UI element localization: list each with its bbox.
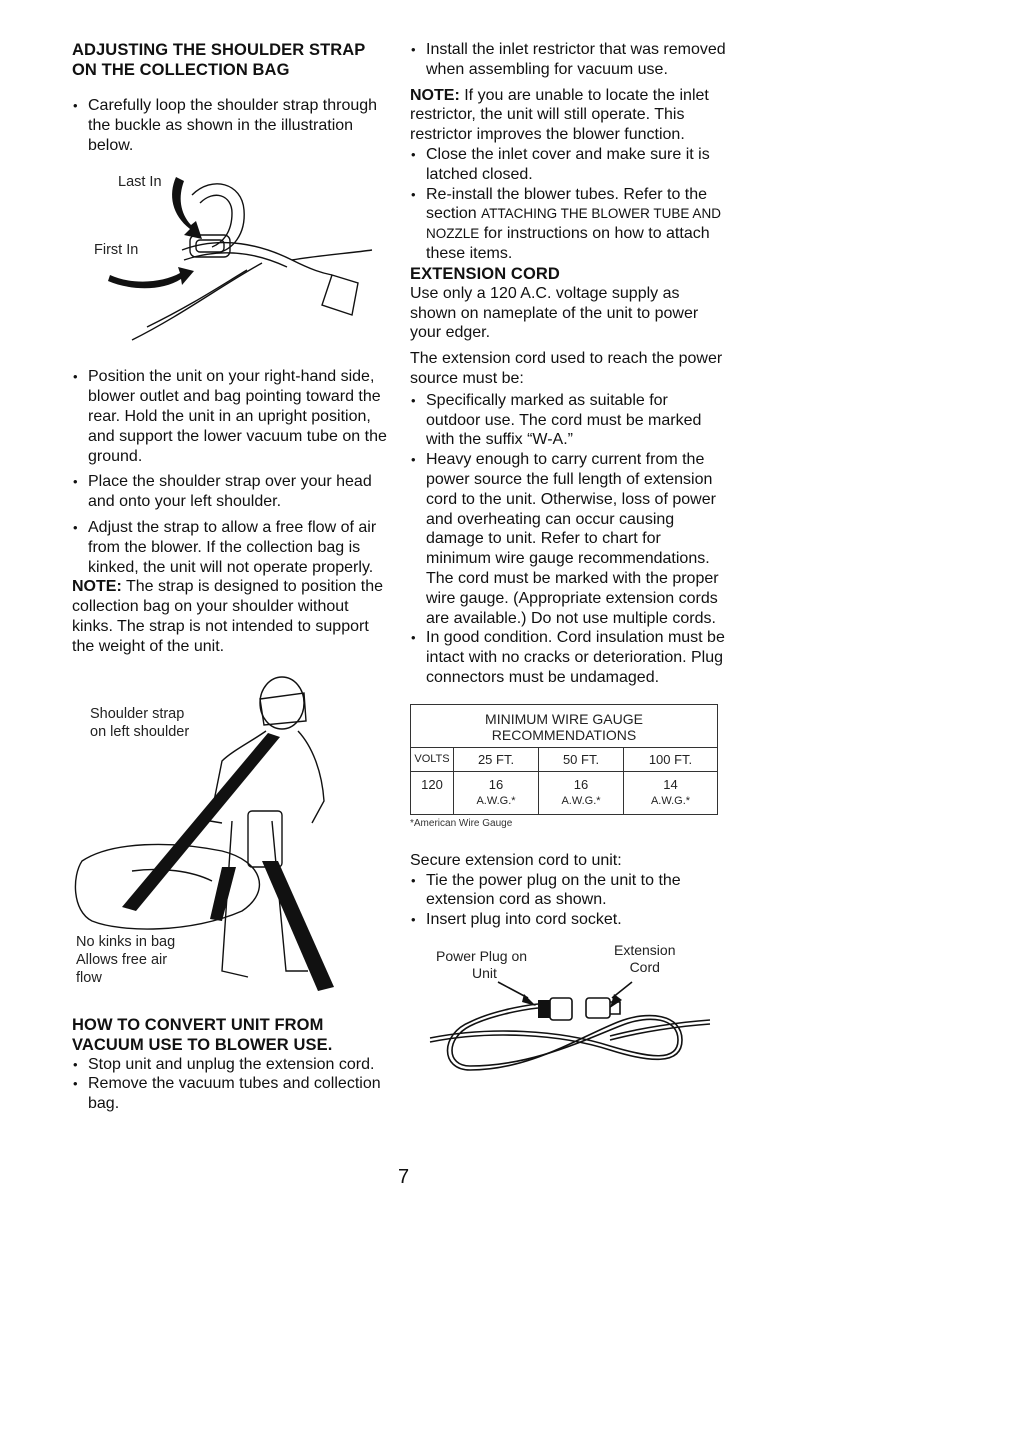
bullet-install-restrictor: • Install the inlet restrictor that was removed when assembling for vacuum use. (410, 40, 726, 80)
bullet-position-unit: • Position the unit on your right-hand side, blower outlet and bag pointing toward the rear. Hold the unit in an upright position, and support the lower vacuum tube on the ground. (72, 367, 390, 466)
bullet-tie-plug: • Tie the power plug on the unit to the extension cord as shown. (410, 871, 726, 911)
heading-extension-cord: EXTENSION CORD (410, 264, 560, 283)
label-no-kinks: No kinks in bag Allows free air flow (76, 933, 176, 986)
left-column (72, 40, 390, 1114)
table-row: 120 16 A.W.G.* 16 A.W.G.* 14 A.W.G.* (411, 771, 718, 814)
para-secure-cord: Secure extension cord to unit: (410, 851, 622, 869)
heading-convert-unit: HOW TO CONVERT UNIT FROM VACUUM USE TO BLOWER USE. (72, 1015, 333, 1054)
heading-shoulder-strap: ADJUSTING THE SHOULDER STRAP ON THE COLLECTION BAG (72, 41, 366, 79)
arrow-last-in-icon (172, 177, 202, 239)
para-voltage: Use only a 120 A.C. voltage supply as shown on nameplate of the unit to power your edger. (410, 284, 699, 342)
bullet-stop-unit: • Stop unit and unplug the extension cord. (72, 1055, 390, 1075)
bullet-reinstall-tubes: • Re-install the blower tubes. Refer to the section ATTACHING THE BLOWER TUBE AND NOZZLE for instructions on how to attach these items. (410, 185, 726, 264)
power-plug-icon (538, 1000, 550, 1018)
label-extension-cord: Extension Cord (614, 941, 676, 975)
bullet-good-condition: • In good condition. Cord insulation must be intact with no cracks or deterioration. Plug connectors must be undamaged. (410, 628, 726, 687)
bullet-heavy-enough: • Heavy enough to carry current from the power source the full length of extension cord to the unit. Otherwise, loss of power and overheating can occur causing damage to unit. Refer to chart for minimum wire gauge recommendations. The cord must be marked with the proper wire gauge. (Appropriate extension cords are available.) Do not use multiple cords. (410, 450, 726, 628)
table-header-row: VOLTS 25 FT. 50 FT. 100 FT. (411, 747, 718, 771)
label-first-in: First In (94, 242, 139, 259)
wire-gauge-table-wrap (410, 704, 726, 829)
table-title: MINIMUM WIRE GAUGE RECOMMENDATIONS (411, 704, 718, 747)
arrow-first-in-icon (108, 267, 194, 288)
cord-knot-drawing (410, 942, 726, 1092)
bullet-loop-strap: • Carefully loop the shoulder strap through the buckle as shown in the illustration below. (72, 96, 390, 155)
wire-gauge-table (410, 704, 718, 815)
bullet-outdoor-use: • Specifically marked as suitable for outdoor use. The cord must be marked with the suffix “W-A.” (410, 391, 726, 450)
label-shoulder-strap: Shoulder strap on left shoulder (90, 705, 190, 740)
bullet-insert-plug: • Insert plug into cord socket. (410, 910, 726, 930)
note-restrictor: NOTE: If you are unable to locate the inlet restrictor, the unit will still operate. This restrictor improves the blower function. (410, 86, 709, 144)
cord-knot-illustration (410, 942, 726, 1092)
bullet-place-strap: • Place the shoulder strap over your head and onto your left shoulder. (72, 472, 390, 512)
bullet-close-inlet: • Close the inlet cover and make sure it is latched closed. (410, 145, 726, 185)
note-strap: NOTE: The strap is designed to position the collection bag on your shoulder without kinks. The strap is not intended to support the weight of the unit. (72, 578, 383, 655)
label-power-plug: Power Plug on Unit (436, 947, 528, 981)
person-drawing (72, 671, 390, 1001)
buckle-illustration (72, 155, 390, 367)
bullet-adjust-strap: • Adjust the strap to allow a free flow of air from the blower. If the collection bag is kinked, the unit will not operate properly. (72, 518, 390, 577)
buckle-drawing (72, 155, 390, 367)
bullet-remove-tubes: • Remove the vacuum tubes and collection bag. (72, 1074, 390, 1114)
page-number: 7 (398, 1166, 410, 1188)
para-cord-requirements: The extension cord used to reach the power source must be: (410, 350, 723, 387)
shoulder-strap-band (122, 733, 280, 911)
label-last-in: Last In (118, 174, 162, 191)
person-illustration (72, 671, 390, 1001)
table-footnote: *American Wire Gauge (410, 817, 513, 829)
right-column (410, 40, 726, 1092)
